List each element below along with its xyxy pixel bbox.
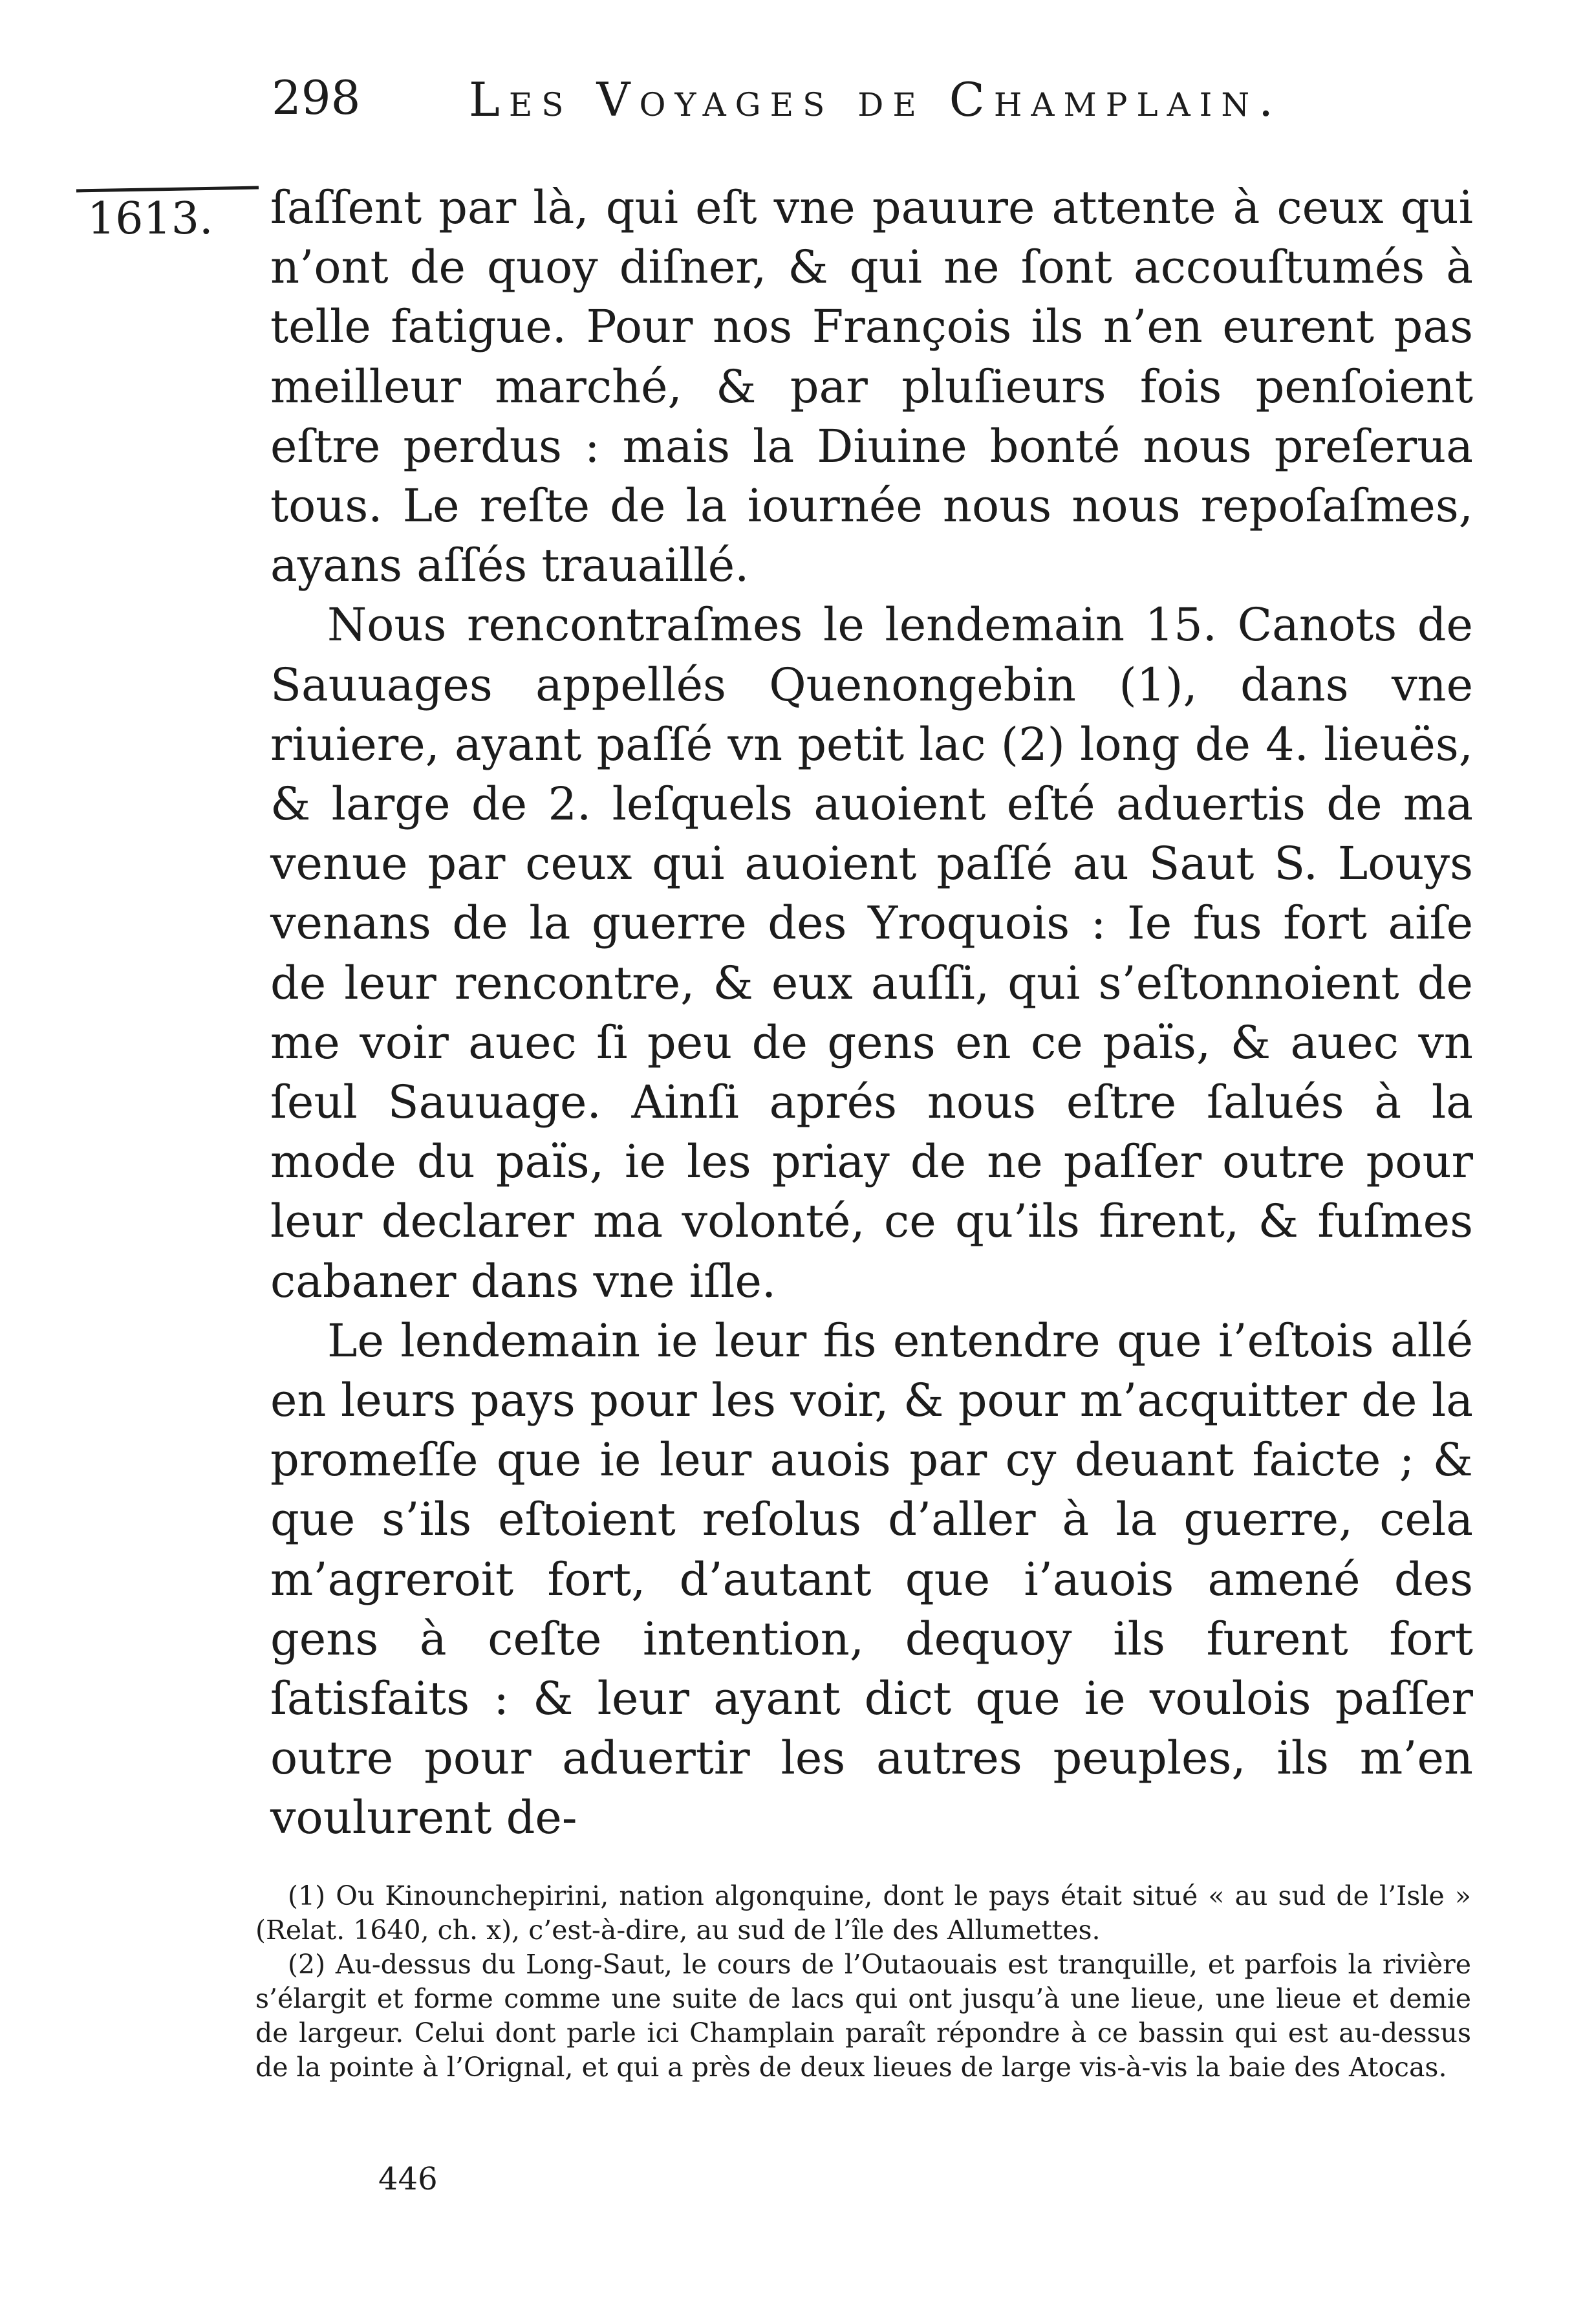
signature-mark: 446 [378,2161,438,2197]
running-title: Les Voyages de Champlain. [469,72,1283,127]
paragraph: ſaſſent par là, qui eſt vne pauure attente à ceux qui n’ont de quoy diſner, & qui ne ſont accouſtumés à telle fatigue. Pour nos François ils n’en eurent pas meilleur marché, & par pluſieurs fois penſoient eſtre perdus : mais la Diuine bonté nous preſerua tous. Le reſte de la iournée nous nous repoſaſmes, ayans aſſés trauaillé. [270,181,1473,592]
body-text [270,178,1473,1848]
paragraph: Le lendemain ie leur fis entendre que i’eſtois allé en leurs pays pour les voir, & pour m’acquitter de la promeſſe que ie leur auois par cy deuant faicte ; & que s’ils eſtoient reſolus d’aller à la guerre, cela m’agreroit fort, d’autant que i’auois amené des gens à ceſte intention, dequoy ils furent fort ſatisfaits : & leur ayant dict que ie voulois paſſer outre pour aduertir les autres peuples, ils m’en voulurent de- [270,1314,1473,1845]
margin-year: 1613. [87,193,213,244]
page-number: 298 [272,71,361,125]
footnotes [255,1879,1471,2085]
margin-rule [76,186,259,193]
paragraph: Nous rencontraſmes le lendemain 15. Canots de Sauuages appellés Quenongebin (1), dans vne riuiere, ayant paſſé vn petit lac (2) long de 4. lieuës, & large de 2. leſquels auoient eſté aduertis de ma venue par ceux qui auoient paſſé au Saut S. Louys venans de la guerre des Yroquois : Ie fus fort aiſe de leur rencontre, & eux auſſi, qui s’eſtonnoient de me voir auec ſi peu de gens en ce païs, & auec vn ſeul Sauuage. Ainſi aprés nous eſtre ſalués à la mode du païs, ie les priay de ne paſſer outre pour leur declarer ma volonté, ce qu’ils firent, & fuſmes cabaner dans vne iſle. [270,598,1473,1308]
footnote: (2) Au-dessus du Long-Saut, le cours de l’Outaouais est tranquille, et parfois la rivière s’élargit et forme comme une suite de lacs qui ont jusqu’à une lieue, une lieue et demie de largeur. Celui dont parle ici Champlain paraît répondre à ce bassin qui est au-dessus de la pointe à l’Orignal, et qui a près de deux lieues de large vis-à-vis la baie des Atocas. [255,1949,1471,2083]
footnote: (1) Ou Kinounchepirini, nation algonquine, dont le pays était situé « au sud de l’Isle » (Relat. 1640, ch. x), c’est-à-dire, au sud de l’île des Allumettes. [255,1880,1471,1946]
